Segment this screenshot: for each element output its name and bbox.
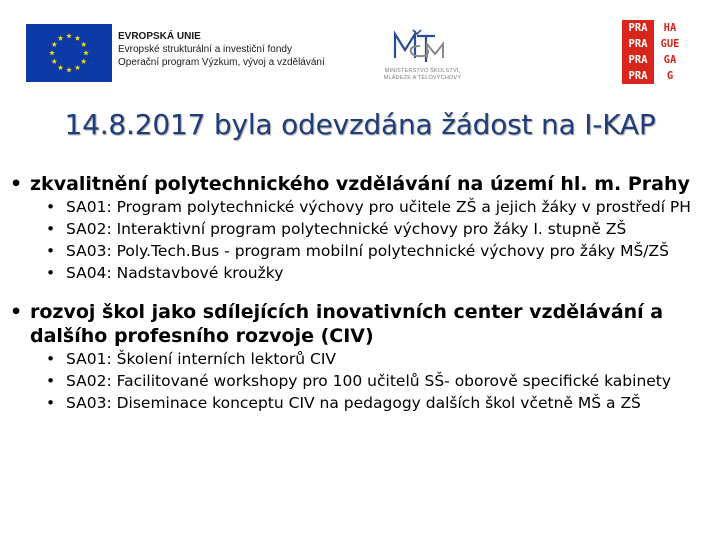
msmt-mark-icon	[365, 24, 480, 68]
list-item	[6, 218, 716, 240]
msmt-caption-line2: MLÁDEŽE A TĚLOVÝCHOVY	[383, 75, 462, 81]
content-list	[6, 172, 716, 414]
praha-logo-cell-right: GUE	[654, 36, 686, 52]
bullet-icon: •	[46, 242, 56, 260]
msmt-caption-line1: MINISTERSTVO ŠKOLSTVÍ,	[384, 68, 461, 74]
section-polytechnic	[6, 172, 716, 284]
list-item-text: SA02: Facilitované workshopy pro 100 učitelů SŠ- oborově specifické kabinety	[66, 372, 672, 390]
eu-logo-line1: EVROPSKÁ UNIE	[118, 31, 201, 42]
eu-logo-text	[118, 30, 325, 69]
section-heading-text: rozvoj škol jako sdílejících inovativních center vzdělávání a dalšího profesního rozvoje (CIV)	[30, 301, 664, 347]
msmt-logo	[365, 24, 480, 88]
bullet-icon: •	[46, 372, 56, 390]
praha-logo-cell-left: PRA	[622, 52, 654, 68]
praha-logo-grid	[622, 20, 686, 84]
list-item	[6, 370, 716, 392]
list-item-text: SA03: Diseminace konceptu CIV na pedagogy dalších škol včetně MŠ a ZŠ	[66, 394, 641, 412]
praha-logo-cell-right: G	[654, 68, 686, 84]
praha-logo-cell-right: GA	[654, 52, 686, 68]
list-item	[6, 262, 716, 284]
list-item-text: SA04: Nadstavbové kroužky	[66, 264, 284, 282]
section-heading	[6, 172, 716, 196]
bullet-icon: •	[46, 198, 56, 216]
list-item-text: SA02: Interaktivní program polytechnické výchovy pro žáky I. stupně ZŠ	[66, 220, 627, 238]
bullet-icon: •	[10, 173, 23, 195]
praha-logo-cell-left: PRA	[622, 68, 654, 84]
bullet-icon: •	[46, 264, 56, 282]
praha-logo-cell-left: PRA	[622, 36, 654, 52]
bullet-icon: •	[46, 350, 56, 368]
eu-logo-line3: Operační program Výzkum, vývoj a vzdělávání	[118, 57, 325, 68]
list-item-text: SA01: Program polytechnické výchovy pro učitele ZŠ a jejich žáky v prostředí PH	[66, 198, 691, 216]
page-title: 14.8.2017 byla odevzdána žádost na I-KAP	[64, 108, 656, 141]
header-logos	[0, 0, 720, 100]
list-item-text: SA01: Školení interních lektorů CIV	[66, 350, 336, 368]
praha-logo-cell-left: PRA	[622, 20, 654, 36]
list-item	[6, 348, 716, 370]
bullet-icon: •	[10, 301, 23, 323]
praha-logo	[622, 20, 686, 84]
list-item	[6, 392, 716, 414]
eu-flag-icon	[26, 24, 112, 82]
list-item	[6, 196, 716, 218]
bullet-icon: •	[46, 220, 56, 238]
eu-logo	[26, 24, 346, 84]
bullet-icon: •	[46, 394, 56, 412]
msmt-caption	[365, 68, 480, 82]
praha-logo-cell-right: HA	[654, 20, 686, 36]
section-civ	[6, 300, 716, 414]
list-item	[6, 240, 716, 262]
eu-logo-line2: Evropské strukturální a investiční fondy	[118, 44, 292, 55]
list-item-text: SA03: Poly.Tech.Bus - program mobilní polytechnické výchovy pro žáky MŠ/ZŠ	[66, 242, 669, 260]
section-heading	[6, 300, 716, 348]
section-heading-text: zkvalitnění polytechnického vzdělávání na území hl. m. Prahy	[30, 173, 690, 195]
